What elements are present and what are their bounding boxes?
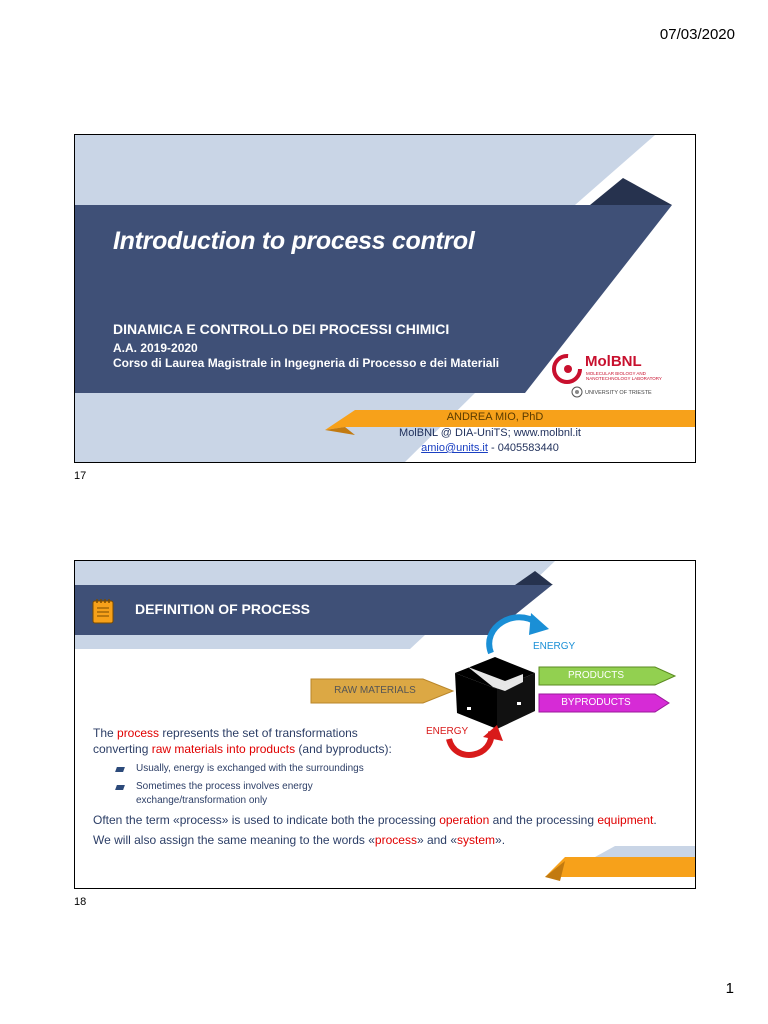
process-box-icon [455,657,535,729]
author-name: ANDREA MIO, PhD [446,411,544,423]
university-seal-icon [571,386,583,398]
presentation-title: Introduction to process control [113,227,475,255]
notepad-icon [91,597,115,625]
print-date: 07/03/2020 [659,26,735,43]
slide-17 [74,134,696,463]
logo-name: MolBNL [585,353,642,370]
products-label: PRODUCTS [567,670,625,681]
molbnl-logo-icon [551,353,583,385]
slide-18 [74,560,696,889]
academic-year: A.A. 2019-2020 [113,341,198,355]
byproducts-label: BYPRODUCTS [561,697,631,708]
affiliation: MolBNL @ DIA-UniTS; www.molbnl.it [399,427,581,439]
paragraph-1b: converting raw materials into products (and byproducts): [93,742,392,756]
bullet-1: Usually, energy is exchanged with the surroundings [136,763,364,774]
energy-bottom-label: ENERGY [426,726,469,737]
university-name: UNIVERSITY OF TRIESTE [585,390,652,396]
degree-program: Corso di Laurea Magistrale in Ingegneria di Processo e dei Materiali [113,356,500,370]
page-number: 1 [725,980,734,997]
energy-top-label: ENERGY [533,641,576,652]
energy-in-arrow [489,617,537,653]
email-link[interactable]: amio@units.it [421,442,488,454]
bullet-2-continued: exchange/transformation only [136,795,268,806]
slide-number-18: 18 [74,896,87,908]
raw-materials-label: RAW MATERIALS [334,685,416,696]
paragraph-1: The process represents the set of transformations [93,726,358,740]
slide-number-17: 17 [74,470,87,482]
slide-title: DEFINITION OF PROCESS [135,601,311,617]
paragraph-3: We will also assign the same meaning to the words «process» and «system». [93,833,506,847]
bullet-2: Sometimes the process involves energy [136,781,313,792]
course-name: DINAMICA E CONTROLLO DEI PROCESSI CHIMICI [113,321,450,337]
logo-subtitle: MOLECULAR BIOLOGY AND NANOTECHNOLOGY LABORATORY [586,371,662,381]
contact-line [75,442,695,454]
paragraph-2: Often the term «process» is used to indicate both the processing operation and the processing equipment. [93,813,657,827]
phone: - 0405583440 [487,442,559,454]
